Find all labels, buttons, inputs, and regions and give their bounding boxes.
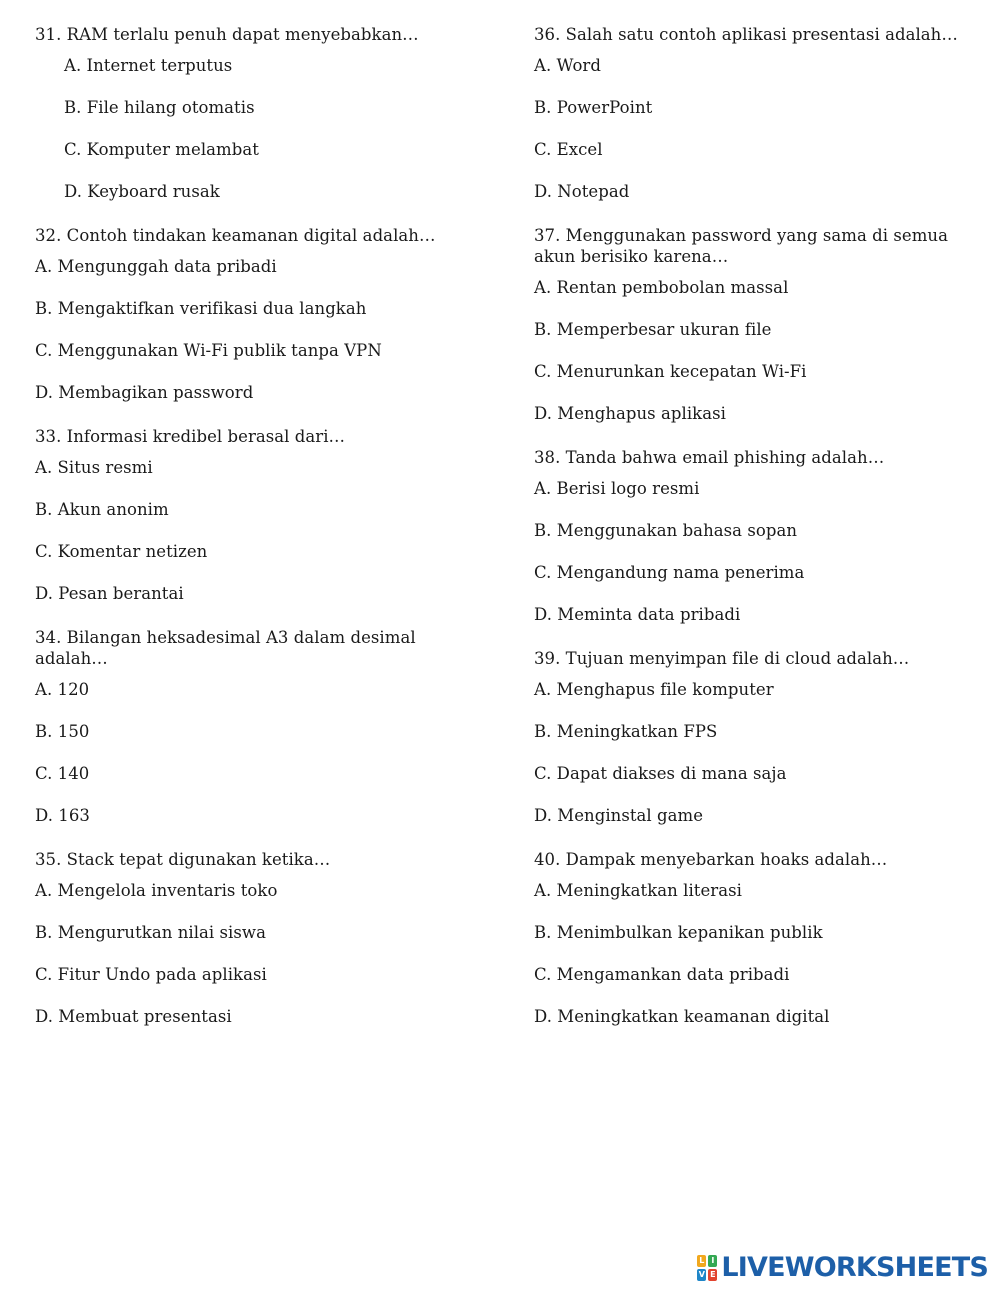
option-b[interactable]: B. PowerPoint xyxy=(534,98,653,117)
question-text: 37. Menggunakan password yang sama di semua akun berisiko karena… xyxy=(534,226,948,266)
option-c[interactable]: C. Mengandung nama penerima xyxy=(534,563,805,582)
left-question-column xyxy=(35,24,475,1027)
option-c[interactable]: C. Menggunakan Wi-Fi publik tanpa VPN xyxy=(35,341,382,360)
option-c[interactable]: C. Mengamankan data pribadi xyxy=(534,965,790,984)
option-a[interactable]: A. Mengunggah data pribadi xyxy=(35,257,277,276)
option-c[interactable]: C. Komputer melambat xyxy=(64,140,259,159)
question-text: 39. Tujuan menyimpan file di cloud adalah… xyxy=(534,649,910,668)
option-c[interactable]: C. Menurunkan kecepatan Wi-Fi xyxy=(534,362,807,381)
liveworksheets-logo xyxy=(697,1254,988,1282)
question-text: 40. Dampak menyebarkan hoaks adalah… xyxy=(534,850,888,869)
option-b[interactable]: B. 150 xyxy=(35,722,90,741)
option-b[interactable]: B. Mengaktifkan verifikasi dua langkah xyxy=(35,299,367,318)
option-c[interactable]: C. Excel xyxy=(534,140,603,159)
logo-mark-letter: E xyxy=(710,1270,716,1279)
logo-mark-letter: L xyxy=(699,1256,705,1265)
question-text: 35. Stack tepat digunakan ketika… xyxy=(35,850,331,869)
question-34 xyxy=(35,627,475,826)
option-b[interactable]: B. Akun anonim xyxy=(35,500,169,519)
question-32 xyxy=(35,225,475,403)
option-a[interactable]: A. Menghapus file komputer xyxy=(534,680,774,699)
option-c[interactable]: C. Dapat diakses di mana saja xyxy=(534,764,787,783)
option-b[interactable]: B. File hilang otomatis xyxy=(64,98,255,117)
option-a[interactable]: A. Internet terputus xyxy=(64,56,233,75)
question-text: 32. Contoh tindakan keamanan digital adalah… xyxy=(35,226,436,245)
option-d[interactable]: D. Membuat presentasi xyxy=(35,1007,232,1026)
question-text: 38. Tanda bahwa email phishing adalah… xyxy=(534,448,885,467)
question-text: 31. RAM terlalu penuh dapat menyebabkan… xyxy=(35,25,419,44)
logo-wordmark: LIVEWORKSHEETS xyxy=(721,1252,988,1283)
option-c[interactable]: C. Komentar netizen xyxy=(35,542,208,561)
option-d[interactable]: D. Keyboard rusak xyxy=(64,182,220,201)
option-c[interactable]: C. 140 xyxy=(35,764,90,783)
right-question-column xyxy=(534,24,964,1027)
option-a[interactable]: A. Rentan pembobolan massal xyxy=(534,278,789,297)
question-38 xyxy=(534,447,964,625)
question-37 xyxy=(534,225,964,424)
option-d[interactable]: D. Meningkatkan keamanan digital xyxy=(534,1007,830,1026)
option-d[interactable]: D. 163 xyxy=(35,806,90,825)
question-text: 33. Informasi kredibel berasal dari… xyxy=(35,427,346,446)
option-b[interactable]: B. Meningkatkan FPS xyxy=(534,722,718,741)
option-d[interactable]: D. Notepad xyxy=(534,182,630,201)
question-31 xyxy=(35,24,475,202)
logo-mark-letter: V xyxy=(698,1270,705,1279)
option-a[interactable]: A. Meningkatkan literasi xyxy=(534,881,742,900)
option-c[interactable]: C. Fitur Undo pada aplikasi xyxy=(35,965,267,984)
question-35 xyxy=(35,849,475,1027)
question-33 xyxy=(35,426,475,604)
logo-mark-letter: I xyxy=(708,1255,717,1267)
option-b[interactable]: B. Menggunakan bahasa sopan xyxy=(534,521,798,540)
question-36 xyxy=(534,24,964,202)
option-a[interactable]: A. Word xyxy=(534,56,601,75)
option-d[interactable]: D. Pesan berantai xyxy=(35,584,184,603)
option-a[interactable]: A. Situs resmi xyxy=(35,458,153,477)
option-b[interactable]: B. Memperbesar ukuran file xyxy=(534,320,772,339)
question-40 xyxy=(534,849,964,1027)
option-d[interactable]: D. Membagikan password xyxy=(35,383,254,402)
option-a[interactable]: A. 120 xyxy=(35,680,90,699)
liveworksheets-mark-icon xyxy=(697,1255,717,1281)
option-a[interactable]: A. Mengelola inventaris toko xyxy=(35,881,278,900)
option-d[interactable]: D. Menginstal game xyxy=(534,806,704,825)
option-d[interactable]: D. Meminta data pribadi xyxy=(534,605,741,624)
question-text: 34. Bilangan heksadesimal A3 dalam desimal adalah… xyxy=(35,628,416,668)
option-a[interactable]: A. Berisi logo resmi xyxy=(534,479,700,498)
option-b[interactable]: B. Menimbulkan kepanikan publik xyxy=(534,923,823,942)
option-d[interactable]: D. Menghapus aplikasi xyxy=(534,404,726,423)
option-b[interactable]: B. Mengurutkan nilai siswa xyxy=(35,923,266,942)
question-39 xyxy=(534,648,964,826)
question-text: 36. Salah satu contoh aplikasi presentasi adalah… xyxy=(534,25,958,44)
